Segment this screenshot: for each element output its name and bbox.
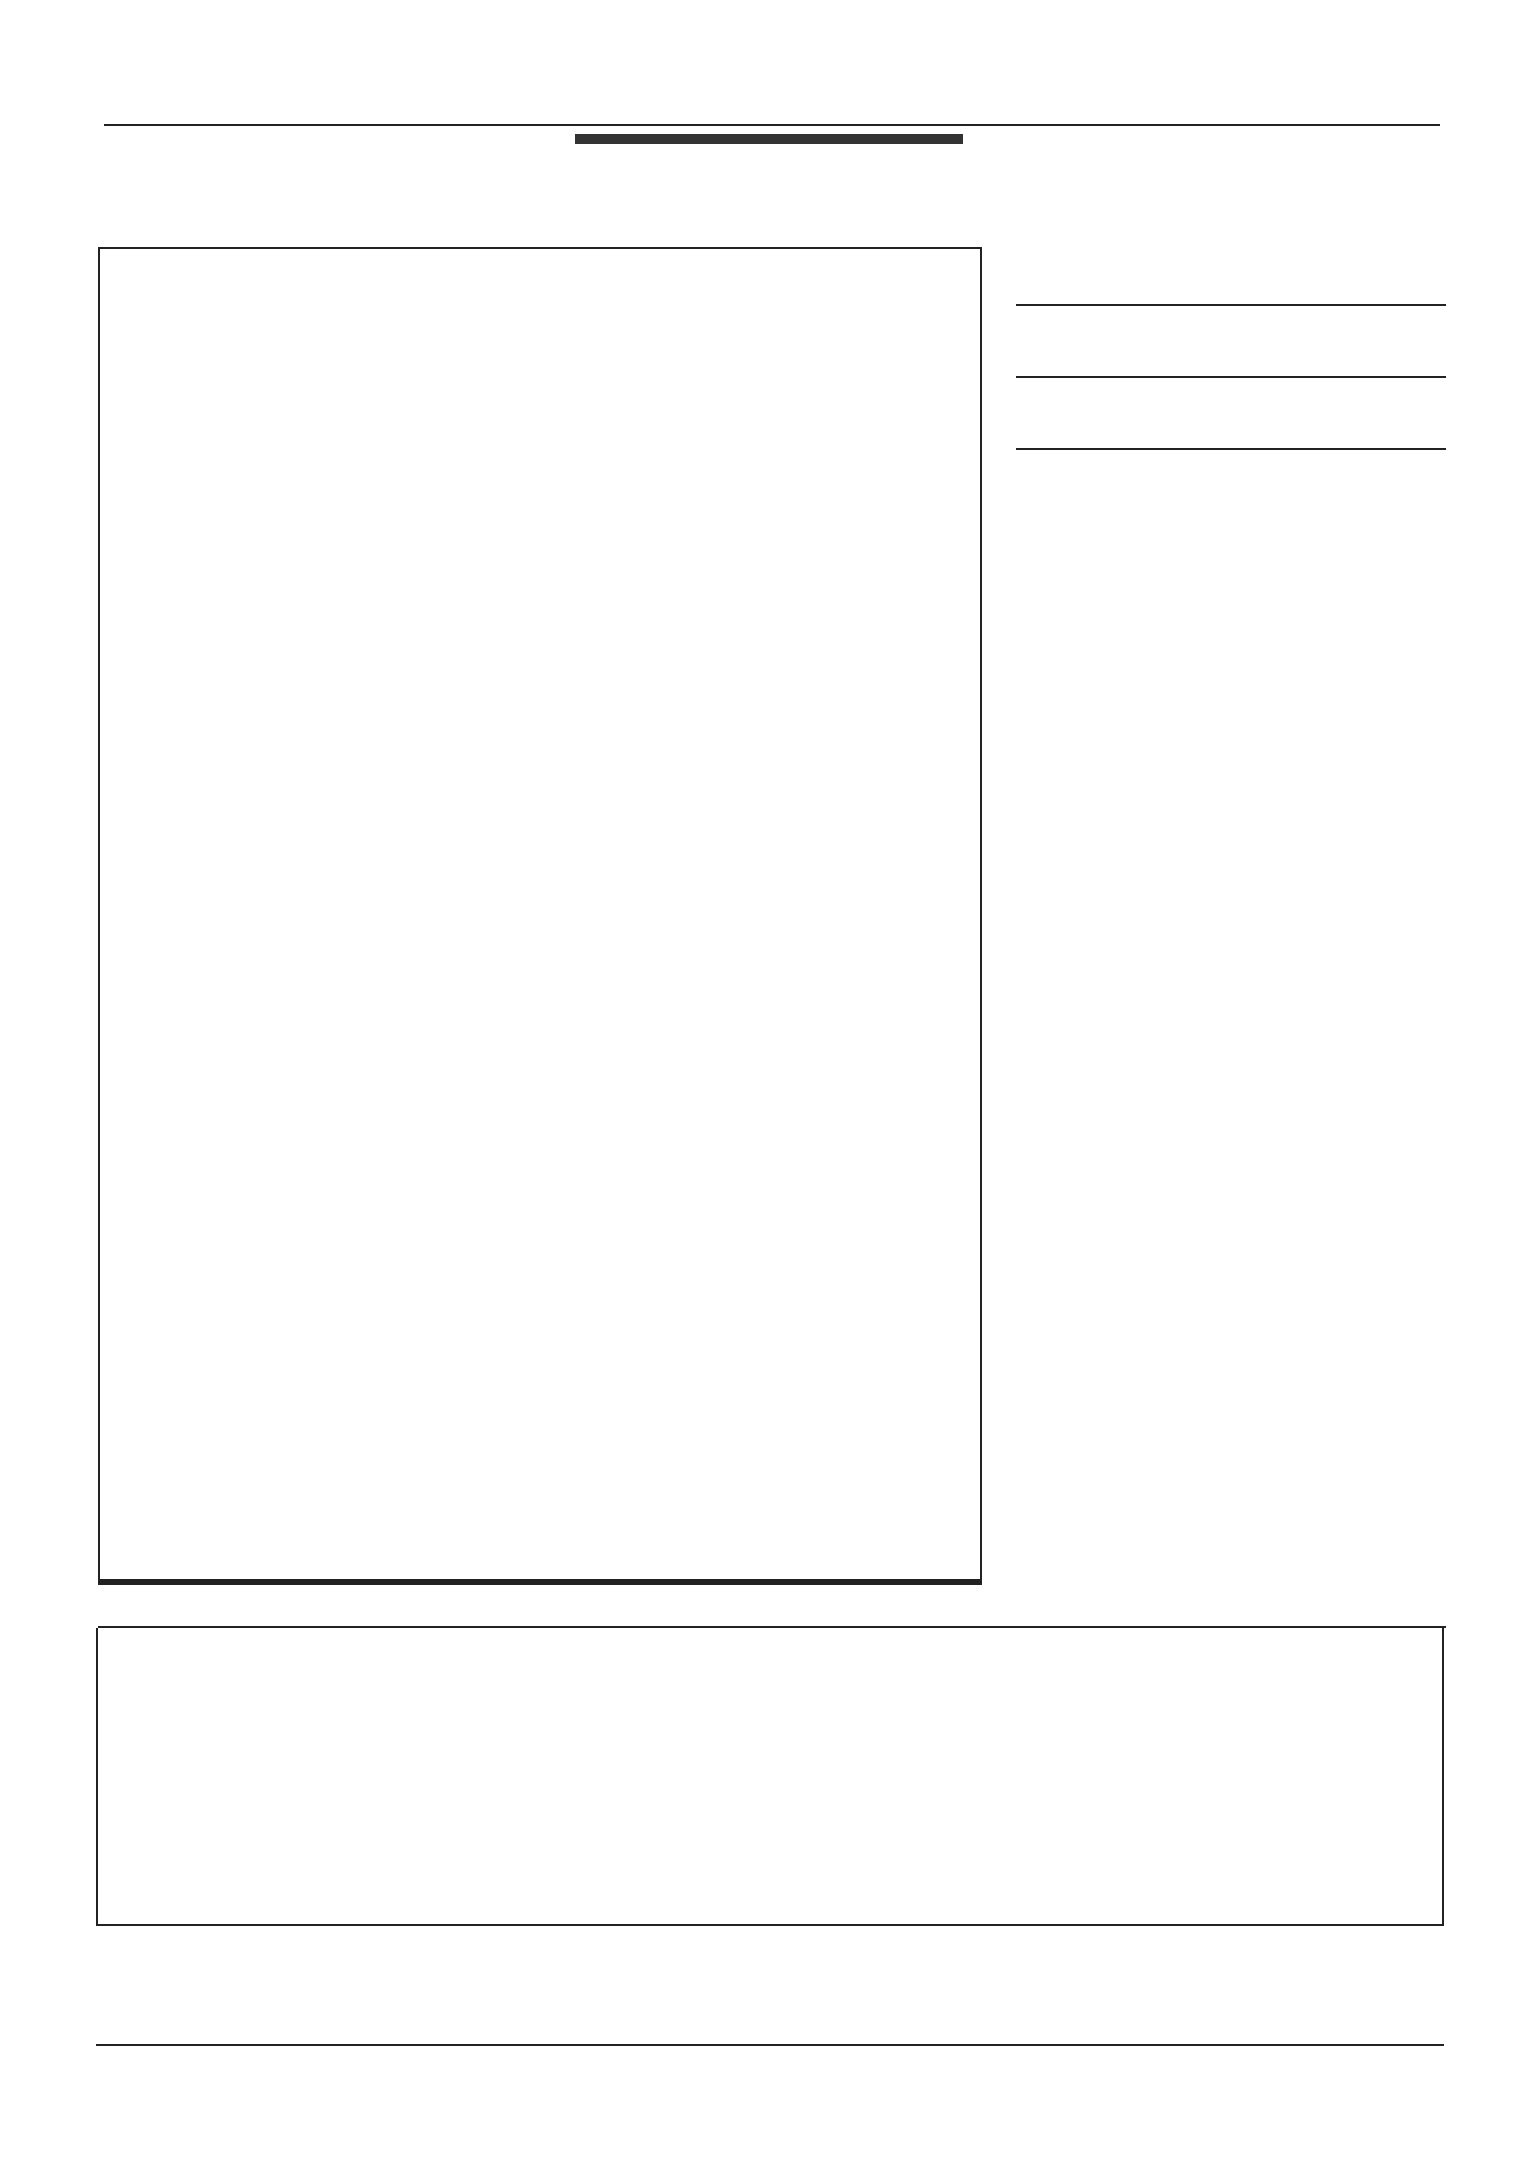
pull-quote-rule (1016, 304, 1446, 306)
header-bar (575, 134, 963, 144)
figure-bottom-rule (96, 2044, 1444, 2046)
header-rule (104, 124, 1440, 126)
pull-quote-rule (1016, 376, 1446, 378)
pull-quote-rule (1016, 448, 1446, 450)
page-footer (74, 2086, 92, 2106)
listing-box (98, 247, 982, 1585)
delete-and-add-diagram (400, 1710, 1440, 1840)
